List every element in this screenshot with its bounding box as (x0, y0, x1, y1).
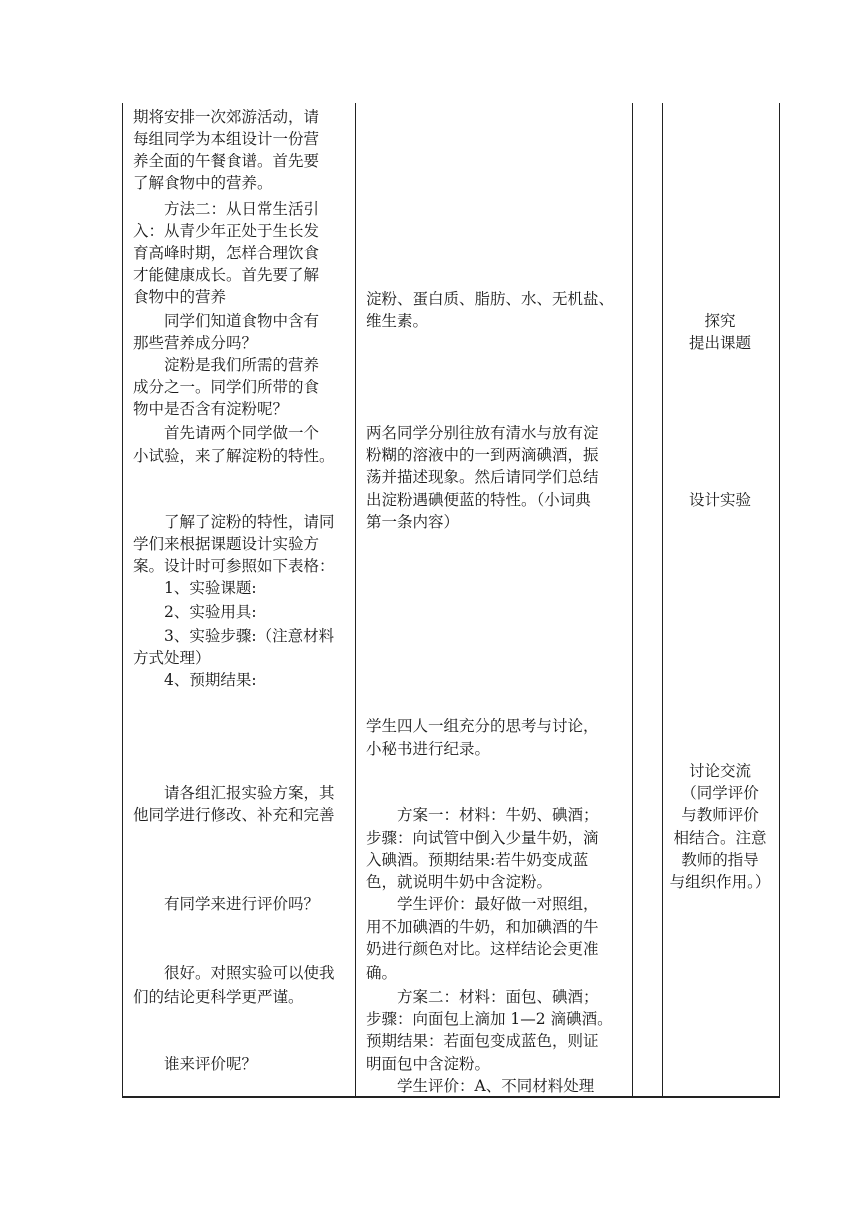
text-line: 设计实验 (688, 491, 751, 509)
text-line: 方式处理） (133, 649, 211, 667)
text-line: 养全面的午餐食谱。首先要 (133, 152, 320, 170)
table-border-left (122, 103, 123, 1098)
text-line: （同学评价 (681, 784, 759, 802)
text-line: 才能健康成长。首先要了解 (133, 266, 320, 284)
text-line: 2、实验用具: (133, 603, 257, 621)
text-line: 色，就说明牛奶中含淀粉。 (366, 873, 553, 891)
text-line: 了解了淀粉的特性，请同 (133, 513, 335, 531)
text-line: 学生四人一组充分的思考与讨论， (366, 717, 599, 735)
text-line: 提出课题 (688, 334, 751, 352)
text-line: 两名同学分别往放有清水与放有淀 (366, 424, 599, 442)
text-line: 淀粉、蛋白质、脂肪、水、无机盐、 (366, 290, 615, 308)
text-line: 了解食物中的营养。 (133, 174, 273, 192)
text-line: 荡并描述现象。然后请同学们总结 (366, 468, 599, 486)
text-line: 入：从青少年正处于生长发 (133, 222, 320, 240)
text-line: 很好。对照实验可以使我 (133, 964, 335, 982)
text-line: 学生评价：最好做一对照组， (366, 895, 599, 913)
text-line: 谁来评价呢？ (133, 1055, 258, 1073)
text-line: 请各组汇报实验方案，其 (133, 784, 335, 802)
text-line: 学生评价：A、不同材料处理 (366, 1077, 595, 1095)
text-line: 小试验，来了解淀粉的特性。 (133, 447, 335, 465)
text-line: 每组同学为本组设计一份营 (133, 130, 320, 148)
text-line: 3、实验步骤:（注意材料 (133, 627, 335, 645)
text-line: 探究 (704, 312, 736, 330)
text-line: 期将安排一次郊游活动，请 (133, 108, 320, 126)
text-line: 案。设计时可参照如下表格： (133, 557, 335, 575)
text-line: 明面包中含淀粉。 (366, 1055, 491, 1073)
text-line: 首先请两个同学做一个 (133, 424, 320, 442)
text-line: 步骤：向试管中倒入少量牛奶，滴 (366, 829, 599, 847)
text-line: 步骤：向面包上滴加 1—2 滴碘酒。 (366, 1010, 613, 1028)
column-divider-2 (632, 103, 633, 1098)
text-line: 们的结论更科学更严谨。 (133, 988, 304, 1006)
text-line: 用不加碘酒的牛奶，和加碘酒的牛 (366, 918, 599, 936)
text-line: 4、预期结果: (133, 671, 257, 689)
text-line: 学们来根据课题设计实验方 (133, 535, 320, 553)
text-line: 与教师评价 (681, 806, 759, 824)
text-line: 维生素。 (366, 312, 429, 330)
text-line: 他同学进行修改、补充和完善 (133, 806, 335, 824)
text-line: 方案一：材料：牛奶、碘酒； (366, 806, 599, 824)
text-line: 方案二：材料：面包、碘酒； (366, 988, 599, 1006)
text-line: 讨论交流 (688, 762, 751, 780)
text-line: 预期结果：若面包变成蓝色，则证 (366, 1032, 599, 1050)
text-line: 有同学来进行评价吗？ (133, 895, 320, 913)
text-line: 入碘酒。预期结果:若牛奶变成蓝 (366, 851, 589, 869)
text-line: 育高峰时期，怎样合理饮食 (133, 244, 320, 262)
text-line: 奶进行颜色对比。这样结论会更准 (366, 940, 599, 958)
text-line: 食物中的营养 (133, 288, 227, 306)
column-divider-1 (355, 103, 356, 1098)
text-line: 方法二：从日常生活引 (133, 200, 320, 218)
text-line: 粉糊的溶液中的一到两滴碘酒，振 (366, 446, 599, 464)
text-line: 那些营养成分吗？ (133, 334, 258, 352)
text-line: 相结合。注意 (673, 829, 767, 847)
table-border-right (779, 103, 780, 1098)
text-line: 同学们知道食物中含有 (133, 312, 320, 330)
text-line: 与组织作用。） (669, 873, 771, 891)
text-line: 教师的指导 (681, 851, 759, 869)
text-line: 小秘书进行纪录。 (366, 740, 491, 758)
text-line: 第一条内容） (366, 513, 460, 531)
text-line: 出淀粉遇碘便蓝的特性。（小词典 (366, 491, 591, 509)
column-divider-3 (662, 103, 663, 1098)
text-line: 物中是否含有淀粉呢？ (133, 400, 289, 418)
text-line: 淀粉是我们所需的营养 (133, 356, 320, 374)
text-line: 1、实验课题: (133, 579, 257, 597)
text-line: 成分之一。同学们所带的食 (133, 378, 320, 396)
text-line: 确。 (366, 964, 398, 982)
